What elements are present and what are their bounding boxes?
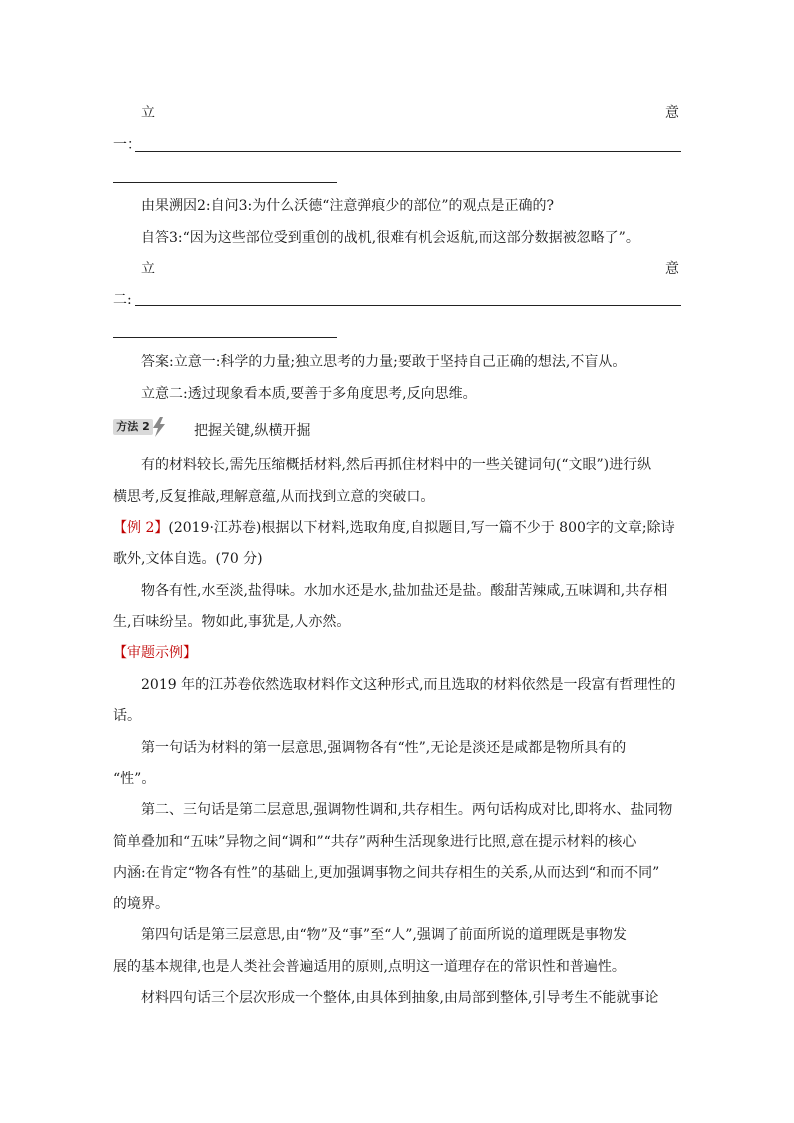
blank-label-line2: 二: (113, 292, 132, 308)
blank-label-line2: 一： (113, 137, 141, 153)
example-tag: 【例 2】 (113, 520, 169, 536)
self-answer: 自答3:“因为这些部位受到重创的战机,很难有机会返航,而这部分数据被忽略了”。 (141, 230, 640, 246)
blank-label-left: 立 (141, 261, 155, 277)
method-paragraph: 横思考,反复推敲,理解意蕴,从而找到立意的突破口。 (113, 489, 435, 505)
method-title: 把握关键,纵横开掘 (194, 423, 311, 439)
blank-label-right: 意 (665, 105, 679, 121)
example-prompt-text: (2019·江苏卷)根据以下材料,选取角度,自拟题目,写一篇不少于 800字的文章;除诗 (168, 520, 675, 536)
example-prompt: 歌外,文体自选。(70 分) (113, 551, 263, 567)
answer-blank-line (135, 151, 681, 152)
example-prompt (113, 518, 675, 538)
answer-blank-line (113, 182, 337, 183)
lightning-icon (151, 417, 167, 437)
material-text: 生,百味纷呈。物如此,事犹是,人亦然。 (113, 614, 351, 630)
analysis-paragraph: 简单叠加和“五味”异物之间“调和”“共存”两种生活现象进行比照,意在提示材料的核心 (113, 834, 637, 850)
analysis-paragraph: 第二、三句话是第二层意思,强调物性调和,共存相生。两句话构成对比,即将水、盐同物 (141, 802, 673, 818)
method-badge-label: 方法 2 (113, 419, 153, 435)
answer-blank-line (135, 305, 681, 306)
analysis-paragraph: 内涵:在肯定“物各有性”的基础上,更加强调事物之间共存相生的关系,从而达到“和而不同” (113, 865, 660, 881)
answer-line: 立意二:透过现象看本质,要善于多角度思考,反向思维。 (141, 386, 477, 402)
method-badge (113, 419, 175, 437)
analysis-paragraph: 第一句话为材料的第一层意思,强调物各有“性”,无论是淡还是咸都是物所具有的 (141, 740, 627, 756)
analysis-paragraph: 第四句话是第三层意思,由“物”及“事”至“人”,强调了前面所说的道理既是事物发 (141, 927, 627, 943)
analysis-paragraph: “性”。 (113, 771, 156, 787)
self-question: 由果溯因2:自问3:为什么沃德“注意弹痕少的部位”的观点是正确的? (141, 198, 555, 214)
analysis-paragraph: 2019 年的江苏卷依然选取材料作文这种形式,而且选取的材料依然是一段富有哲理性的 (141, 677, 676, 693)
analysis-paragraph: 话。 (113, 708, 141, 724)
answer-blank-line (113, 337, 337, 338)
analysis-heading: 【审题示例】 (113, 645, 197, 661)
blank-label-right: 意 (665, 261, 679, 277)
analysis-paragraph: 的境界。 (113, 896, 169, 912)
material-text: 物各有性,水至淡,盐得味。水加水还是水,盐加盐还是盐。酸甜苦辣咸,五味调和,共存相 (141, 583, 668, 599)
blank-label-left: 立 (141, 105, 155, 121)
answer-line: 答案:立意一:科学的力量;独立思考的力量;要敢于坚持自己正确的想法,不盲从。 (141, 354, 627, 370)
method-paragraph: 有的材料较长,需先压缩概括材料,然后再抓住材料中的一些关键词句(“文眼”)进行纵 (141, 457, 652, 473)
analysis-paragraph: 展的基本规律,也是人类社会普遍适用的原则,点明这一道理存在的常识性和普遍性。 (113, 959, 626, 975)
analysis-paragraph: 材料四句话三个层次形成一个整体,由具体到抽象,由局部到整体,引导考生不能就事论 (141, 990, 659, 1006)
